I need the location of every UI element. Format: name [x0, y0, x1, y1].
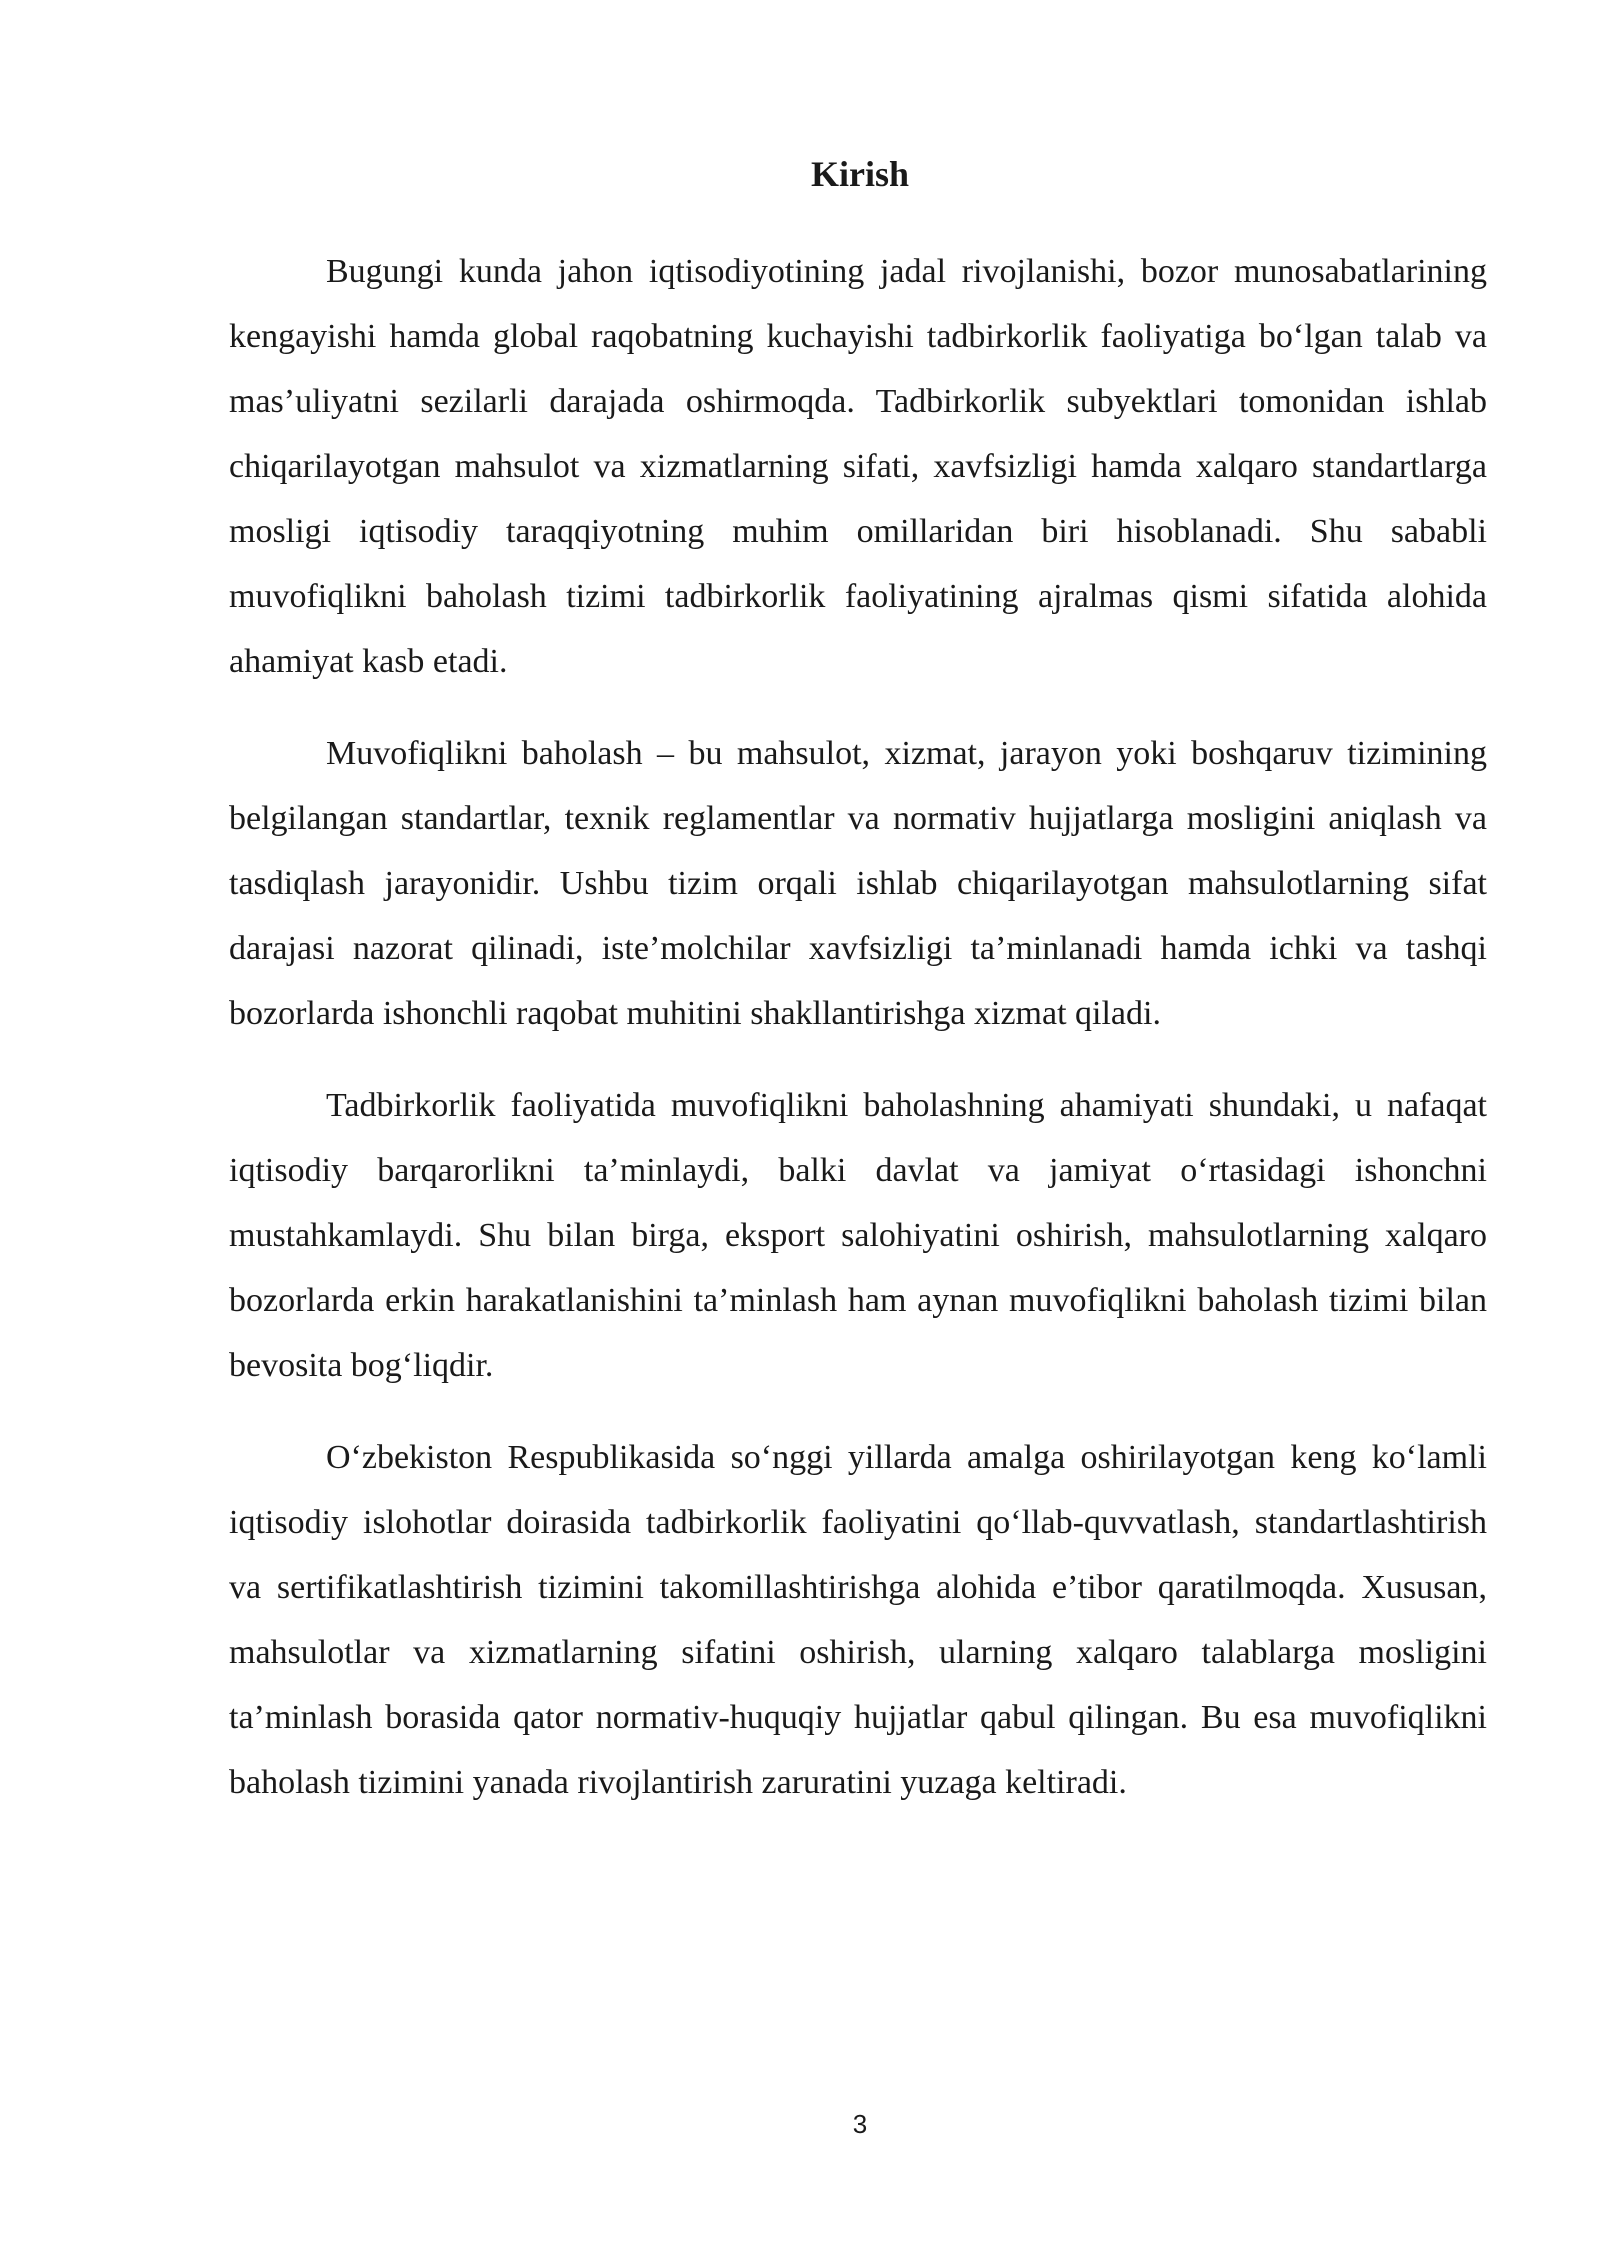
document-body: [229, 239, 1487, 1842]
paragraph-2: Muvofiqlikni baholash – bu mahsulot, xizmat, jarayon yoki boshqaruv tizimining belgilangan standartlar, texnik reglamentlar va normativ hujjatlarga mosligini aniqlash va tasdiqlash jarayonidir. Ushbu tizim orqali ishlab chiqarilayotgan mahsulotlarning sifat darajasi nazorat qilinadi, iste’molchilar xavfsizligi ta’minlanadi hamda ichki va tashqi bozorlarda ishonchli raqobat muhitini shakllantirishga xizmat qiladi.: [229, 735, 1487, 1032]
paragraph-3: Tadbirkorlik faoliyatida muvofiqlikni baholashning ahamiyati shundaki, u nafaqat iqtisodiy barqarorlikni ta’minlaydi, balki davlat va jamiyat o‘rtasidagi ishonchni mustahkamlaydi. Shu bilan birga, eksport salohiyatini oshirish, mahsulotlarning xalqaro bozorlarda erkin harakatlanishini ta’minlash ham aynan muvofiqlikni baholash tizimi bilan bevosita bog‘liqdir.: [229, 1087, 1487, 1384]
paragraph-1: Bugungi kunda jahon iqtisodiyotining jadal rivojlanishi, bozor munosabatlarining kengayishi hamda global raqobatning kuchayishi tadbirkorlik faoliyatiga bo‘lgan talab va mas’uliyatni sezilarli darajada oshirmoqda. Tadbirkorlik subyektlari tomonidan ishlab chiqarilayotgan mahsulot va xizmatlarning sifati, xavfsizligi hamda xalqaro standartlarga mosligi iqtisodiy taraqqiyotning muhim omillaridan biri hisoblanadi. Shu sababli muvofiqlikni baholash tizimi tadbirkorlik faoliyatining ajralmas qismi sifatida alohida ahamiyat kasb etadi.: [229, 253, 1487, 680]
section-title: Kirish: [810, 154, 909, 194]
page-number: 3: [852, 2109, 868, 2139]
paragraph-4: O‘zbekiston Respublikasida so‘nggi yillarda amalga oshirilayotgan keng ko‘lamli iqtisodiy islohotlar doirasida tadbirkorlik faoliyatini qo‘llab-quvvatlash, standartlashtirish va sertifikatlashtirish tizimini takomillashtirishga alohida e’tibor qaratilmoqda. Xususan, mahsulotlar va xizmatlarning sifatini oshirish, ularning xalqaro talablarga mosligini ta’minlash borasida qator normativ-huquqiy hujjatlar qabul qilingan. Bu esa muvofiqlikni baholash tizimini yanada rivojlantirish zaruratini yuzaga keltiradi.: [229, 1439, 1487, 1801]
